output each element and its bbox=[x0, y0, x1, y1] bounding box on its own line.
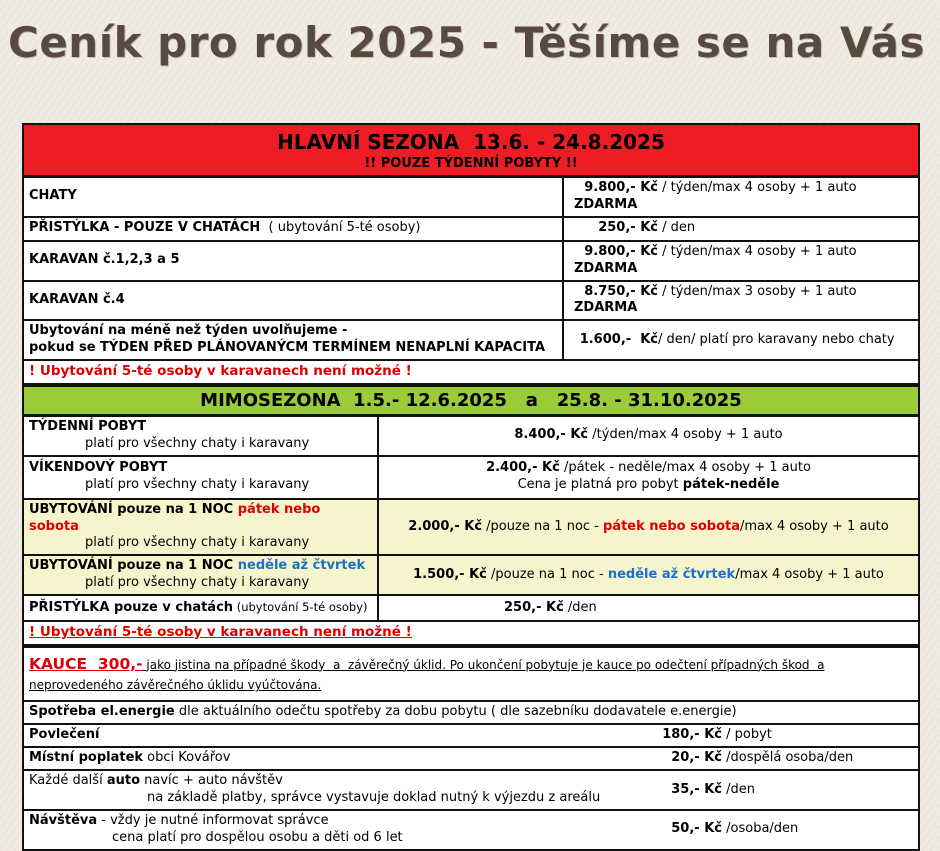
row-label: Povlečení bbox=[29, 727, 100, 743]
price-table bbox=[22, 123, 920, 851]
season2-header bbox=[24, 387, 918, 417]
price-value: 1.500,- Kč bbox=[413, 566, 487, 582]
price-unit: / den bbox=[658, 220, 696, 236]
row-label-cell bbox=[24, 282, 564, 320]
row-label-cell: Návštěva - vždy je nutné informovat správce cena platí pro dospělou osobu a děti od 6 let bbox=[29, 813, 403, 845]
kauce-row bbox=[24, 648, 918, 703]
row-label-cell bbox=[24, 500, 379, 555]
price-highlight: neděle až čtvrtek bbox=[607, 566, 736, 582]
price-unit: /osoba/den bbox=[722, 821, 799, 837]
price-value: 250,- Kč bbox=[598, 220, 658, 236]
row-sublabel: platí pro všechny chaty i karavany bbox=[85, 435, 310, 451]
row-label: UBYTOVÁNÍ pouze na 1 NOC bbox=[29, 558, 238, 574]
table-row-pristylka-hlavni bbox=[24, 218, 918, 242]
table-row-1noc-patek-sobota bbox=[24, 500, 918, 557]
row-label-highlight: pátek nebo sobota bbox=[29, 501, 325, 534]
table-row-spotreba bbox=[24, 702, 918, 725]
table-row-mistni-poplatek bbox=[24, 748, 918, 771]
price-unit: /den bbox=[563, 599, 597, 615]
row-sublabel: na základě platby, správce vystavuje doklad nutný k výjezdu z areálu bbox=[147, 790, 601, 806]
row-label-cell: Místní poplatek obci Kovářov bbox=[29, 750, 231, 766]
price-value: 20,- Kč bbox=[671, 750, 722, 766]
row-label-cell: Spotřeba el.energie dle aktuálního odečtu spotřeby za dobu pobytu ( dle sazebníku dodavatele e.energie) bbox=[29, 704, 737, 720]
season1-note: ! Ubytování 5-té osoby v karavanech není možné ! bbox=[24, 361, 918, 387]
row-label-highlight: neděle až čtvrtek bbox=[237, 558, 366, 574]
row-label-cell bbox=[24, 178, 564, 216]
row-price-cell bbox=[564, 218, 918, 240]
row-price-cell bbox=[650, 727, 918, 744]
row-price-cell: 2.000,- Kč /pouze na 1 noc - pátek nebo sobota/max 4 osoby + 1 auto bbox=[408, 518, 889, 534]
price-value: 8.400,- Kč bbox=[514, 427, 589, 443]
row-label: PŘISTÝLKA pouze v chatách bbox=[29, 599, 234, 615]
price-unit: / pobyt bbox=[722, 727, 772, 743]
row-label: Spotřeba el.energie bbox=[29, 704, 175, 720]
row-label: PŘISTÝLKA - POUZE V CHATÁCH bbox=[29, 220, 261, 236]
row-price-cell: 2.400,- Kč /pátek - neděle/max 4 osoby + 1 auto Cena je platná pro pobyt pátek-neděle bbox=[486, 460, 811, 493]
table-row-karavan-1235 bbox=[24, 242, 918, 282]
price-unit: /den bbox=[722, 781, 756, 797]
row-label: UBYTOVÁNÍ pouze na 1 NOC bbox=[29, 501, 238, 517]
table-row-tydenni-pobyt bbox=[24, 417, 918, 457]
row-label-cell: PŘISTÝLKA pouze v chatách (ubytování 5-té osoby) bbox=[24, 596, 379, 620]
row-price-cell bbox=[379, 417, 918, 455]
row-label-line1: Ubytování na méně než týden uvolňujeme - bbox=[29, 323, 348, 339]
row-label: Místní poplatek bbox=[29, 750, 144, 766]
row-label: Návštěva bbox=[29, 813, 98, 829]
table-row-chaty bbox=[24, 178, 918, 218]
row-label-cell bbox=[24, 457, 379, 498]
row-sublabel: platí pro všechny chaty i karavany bbox=[85, 477, 310, 493]
price-value: 9.800,- Kč bbox=[584, 243, 658, 259]
price-unit: / den/ platí pro karavany nebo chaty bbox=[658, 331, 895, 347]
price-unit: / týden/max 4 osoby + 1 auto bbox=[658, 243, 861, 259]
row-label-cell: Každé další auto navíc + auto návštěv na základě platby, správce vystavuje doklad nutný k výjezdu z areálu bbox=[29, 773, 601, 806]
season1-subtitle: !! POUZE TÝDENNÍ POBYTY !! bbox=[364, 156, 578, 171]
row-label: TÝDENNÍ POBYT bbox=[29, 418, 147, 434]
row-price-cell: 9.800,- Kč / týden/max 4 osoby + 1 auto ZDARMA bbox=[574, 243, 861, 276]
season2-title: MIMOSEZONA 1.5.- 12.6.2025 a 25.8. - 31.10.2025 bbox=[200, 389, 742, 411]
table-row-kratsi-pobyt bbox=[24, 321, 918, 361]
season1-title: HLAVNÍ SEZONA 13.6. - 24.8.2025 bbox=[277, 130, 665, 154]
table-row-povleceni bbox=[24, 725, 918, 748]
table-row-dalsi-auto bbox=[24, 771, 918, 811]
row-sublabel: cena platí pro dospělou osobu a děti od 6 let bbox=[112, 829, 403, 845]
row-price-cell bbox=[379, 596, 918, 620]
row-price-cell bbox=[564, 321, 918, 359]
price-unit: / týden/max 4 osoby + 1 auto bbox=[658, 180, 861, 195]
season2-note: ! Ubytování 5-té osoby v karavanech není možné ! bbox=[24, 622, 918, 648]
row-label: KARAVAN č.4 bbox=[29, 292, 125, 307]
price-unit: /týden/max 4 osoby + 1 auto bbox=[588, 427, 783, 443]
price-unit: /pátek - neděle/max 4 osoby + 1 auto bbox=[559, 460, 811, 476]
row-label-cell bbox=[24, 725, 650, 746]
table-row-karavan-4 bbox=[24, 282, 918, 322]
price-value: 35,- Kč bbox=[671, 781, 722, 797]
price-unit: /dospělá osoba/den bbox=[722, 750, 854, 766]
price-value: 250,- Kč bbox=[504, 599, 564, 615]
price-value: 180,- Kč bbox=[662, 727, 722, 743]
season1-header bbox=[24, 125, 918, 178]
price-value: 2.400,- Kč bbox=[486, 460, 560, 476]
price-value: 1.600,- Kč bbox=[579, 331, 658, 347]
row-label: VÍKENDOVÝ POBYT bbox=[29, 460, 168, 476]
row-sublabel: platí pro všechny chaty i karavany bbox=[85, 535, 310, 551]
row-price-cell bbox=[650, 782, 918, 799]
row-label-cell: PŘISTÝLKA - POUZE V CHATÁCH ( ubytování 5-té osoby) bbox=[24, 218, 564, 240]
row-label-cell bbox=[24, 556, 379, 594]
row-label-cell bbox=[24, 321, 564, 359]
row-price-cell: 1.500,- Kč /pouze na 1 noc - neděle až čtvrtek/max 4 osoby + 1 auto bbox=[413, 566, 884, 582]
price-value: 9.800,- Kč bbox=[584, 180, 658, 195]
price-note: Cena je platná pro pobyt bbox=[517, 477, 683, 493]
kauce-label: KAUCE 300,- bbox=[29, 654, 143, 673]
row-price-cell bbox=[650, 821, 918, 838]
table-row-vikendovy-pobyt bbox=[24, 457, 918, 500]
row-label-line2: pokud se TÝDEN PŘED PLÁNOVANÝCM TERMÍNEM NENAPLNÍ KAPACITA bbox=[29, 340, 546, 356]
kauce-text-line1: jako jistina na případné škody a závěrečný úklid. Po ukončení pobytuje je kauce po odečtení případných škod a bbox=[142, 657, 825, 672]
row-sublabel: platí pro všechny chaty i karavany bbox=[85, 575, 310, 591]
row-label-cell bbox=[24, 417, 379, 455]
row-label: CHATY bbox=[29, 188, 77, 204]
page-title: Ceník pro rok 2025 - Těšíme se na Vás bbox=[8, 18, 925, 67]
price-highlight: pátek nebo sobota bbox=[603, 518, 741, 534]
row-price-cell bbox=[650, 750, 918, 767]
row-label: KARAVAN č.1,2,3 a 5 bbox=[29, 252, 180, 268]
price-unit: / týden/max 3 osoby + 1 auto bbox=[658, 283, 861, 299]
price-value: 8.750,- Kč bbox=[584, 283, 658, 299]
price-value: 2.000,- Kč bbox=[408, 518, 483, 534]
price-value: 50,- Kč bbox=[671, 821, 722, 837]
row-price-cell: 9.800,- Kč / týden/max 4 osoby + 1 auto ZDARMA bbox=[574, 180, 861, 212]
kauce-text-line2: neprovedeného závěrečného úklidu vyúčtována. bbox=[29, 678, 322, 693]
row-price-cell: 8.750,- Kč / týden/max 3 osoby + 1 auto ZDARMA bbox=[574, 283, 861, 316]
row-label: auto bbox=[106, 773, 141, 789]
table-row-1noc-nedele-ctvrtek bbox=[24, 556, 918, 596]
table-row-navsteva bbox=[24, 811, 918, 849]
row-label-cell bbox=[24, 242, 564, 280]
table-row-pristylka-mimosezona bbox=[24, 596, 918, 622]
